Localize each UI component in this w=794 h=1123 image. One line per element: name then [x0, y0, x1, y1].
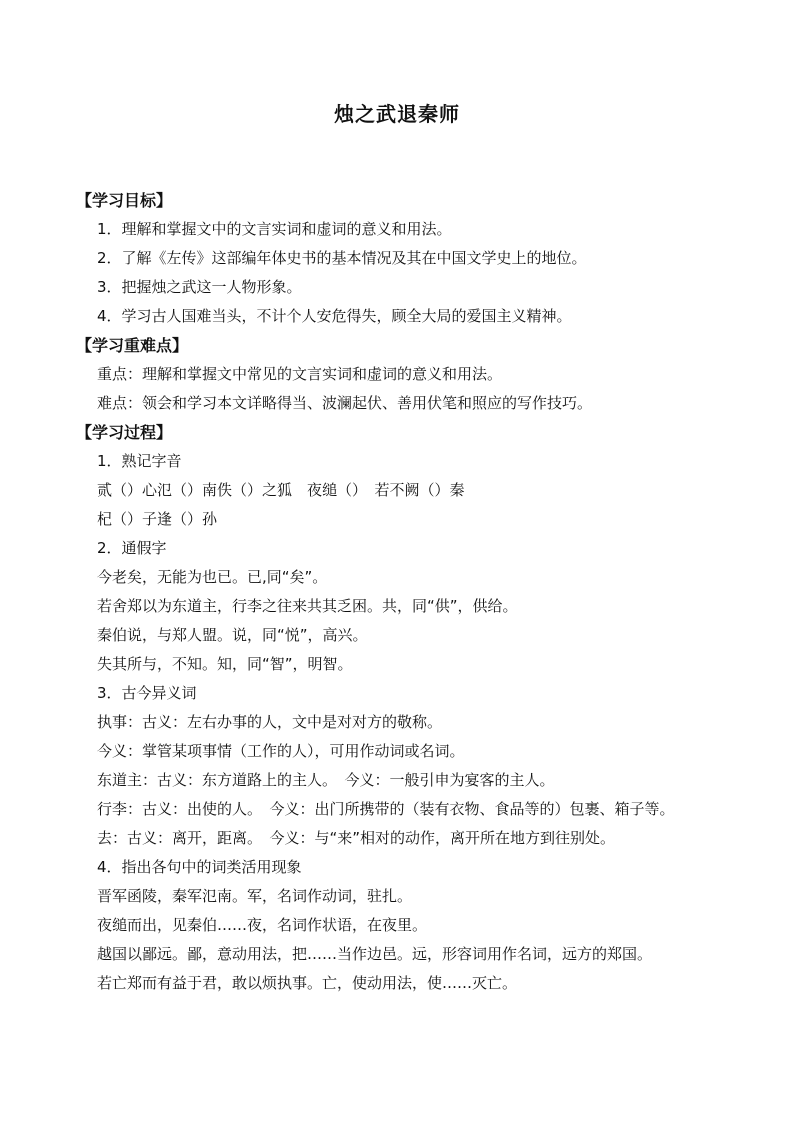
section-heading-keypoints: 【学习重难点】: [76, 336, 189, 355]
process-line: 去：古义：离开，距离。 今义：与“来”相对的动作，离开所在地方到往别处。: [97, 829, 616, 847]
process-line: 3．古今异义词: [97, 684, 197, 702]
goal-item: 2．了解《左传》这部编年体史书的基本情况及其在中国文学史上的地位。: [97, 249, 587, 267]
process-line: 执事：古义：左右办事的人，文中是对对方的敬称。: [97, 713, 443, 731]
process-line: 贰（）心氾（）南佚（）之狐 夜缒（） 若不阙（）秦: [97, 481, 465, 499]
process-line: 1．熟记字音: [97, 452, 182, 470]
page-title: 烛之武退秦师: [334, 102, 460, 126]
process-line: 杞（）子逢（）孙: [97, 510, 218, 528]
process-line: 今老矣，无能为也已。已,同“矣”。: [97, 568, 328, 586]
process-line: 夜缒而出，见秦伯……夜，名词作状语，在夜里。: [97, 916, 428, 934]
keypoint-item: 难点：领会和学习本文详略得当、波澜起伏、善用伏笔和照应的写作技巧。: [97, 394, 593, 412]
process-line: 若舍郑以为东道主，行李之往来共其乏困。共，同“供”，供给。: [97, 597, 518, 615]
process-line: 行李：古义：出使的人。 今义：出门所携带的（装有衣物、食品等的）包裹、箱子等。: [97, 800, 675, 818]
goal-item: 3．把握烛之武这一人物形象。: [97, 278, 302, 296]
process-line: 越国以鄙远。鄙，意动用法，把……当作边邑。远，形容词用作名词，远方的郑国。: [97, 945, 653, 963]
process-line: 秦伯说，与郑人盟。说，同“悦”，高兴。: [97, 626, 368, 644]
document-body: [78, 186, 758, 998]
section-heading-process: 【学习过程】: [76, 423, 173, 442]
goal-item: 1．理解和掌握文中的文言实词和虚词的意义和用法。: [97, 220, 452, 238]
process-line: 2．通假字: [97, 539, 167, 557]
process-line: 若亡郑而有益于君，敢以烦执事。亡，使动用法，使……灭亡。: [97, 974, 518, 992]
process-line: 4．指出各句中的词类活用现象: [97, 858, 302, 876]
goal-item: 4．学习古人国难当头，不计个人安危得失，顾全大局的爱国主义精神。: [97, 307, 572, 325]
process-line: 东道主：古义：东方道路上的主人。 今义：一般引申为宴客的主人。: [97, 771, 555, 789]
process-line: 失其所与，不知。知，同“智”，明智。: [97, 655, 353, 673]
keypoint-item: 重点：理解和掌握文中常见的文言实词和虚词的意义和用法。: [97, 365, 503, 383]
process-line: 今义：掌管某项事情（工作的人），可用作动词或名词。: [97, 742, 465, 760]
process-line: 晋军函陵，秦军氾南。军，名词作动词，驻扎。: [97, 887, 413, 905]
section-heading-goals: 【学习目标】: [76, 191, 173, 210]
